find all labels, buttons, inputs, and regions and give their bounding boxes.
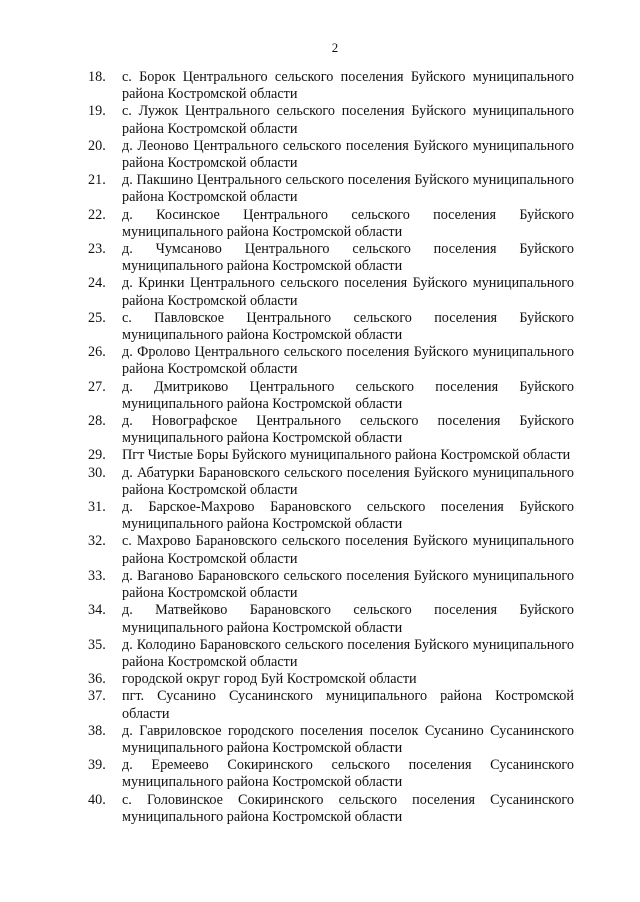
- settlement-list: [88, 69, 574, 826]
- item-number: 33.: [88, 567, 106, 584]
- list-item: [88, 207, 574, 241]
- item-text: д. Матвейково Барановского сельского поселения Буйского муниципального района Костромской области: [122, 602, 574, 636]
- item-number: 18.: [88, 69, 106, 85]
- list-item: [88, 499, 574, 533]
- item-text: д. Косинское Центрального сельского поселения Буйского муниципального района Костромской области: [122, 206, 574, 240]
- item-text: д. Пакшино Центрального сельского поселения Буйского муниципального района Костромской области: [122, 172, 574, 206]
- item-number: 29.: [88, 447, 106, 464]
- item-number: 19.: [88, 103, 106, 120]
- item-number: 27.: [88, 378, 106, 395]
- list-item: [88, 757, 574, 791]
- item-number: 23.: [88, 241, 106, 258]
- item-text: с. Лужок Центрального сельского поселения Буйского муниципального района Костромской области: [122, 103, 574, 137]
- item-text: с. Головинское Сокиринского сельского поселения Сусанинского муниципального района Костромской области: [122, 791, 574, 825]
- item-text: д. Еремеево Сокиринского сельского поселения Сусанинского муниципального района Костромской области: [122, 757, 574, 791]
- list-item: [88, 138, 574, 172]
- item-number: 20.: [88, 137, 106, 154]
- list-item: [88, 103, 574, 137]
- list-item: [88, 671, 574, 688]
- item-number: 36.: [88, 671, 106, 688]
- list-item: [88, 379, 574, 413]
- list-item: [88, 792, 574, 826]
- page-number: 2: [331, 40, 339, 55]
- list-item: [88, 344, 574, 378]
- item-text: д. Фролово Центрального сельского поселения Буйского муниципального района Костромской области: [122, 344, 574, 378]
- item-text: с. Павловское Центрального сельского поселения Буйского муниципального района Костромской области: [122, 309, 574, 344]
- list-item: [88, 533, 574, 567]
- list-item: [88, 602, 574, 636]
- list-item: [88, 723, 574, 757]
- item-number: 32.: [88, 533, 106, 550]
- item-text: с. Борок Центрального сельского поселения Буйского муниципального района Костромской области: [122, 69, 574, 103]
- item-text: д. Леоново Центрального сельского поселения Буйского муниципального района Костромской области: [122, 137, 574, 172]
- item-number: 40.: [88, 791, 106, 808]
- list-item: [88, 688, 574, 722]
- list-item: [88, 413, 574, 447]
- item-number: 24.: [88, 275, 106, 292]
- item-text: д. Чумсаново Центрального сельского поселения Буйского муниципального района Костромской области: [122, 241, 574, 275]
- list-item: [88, 465, 574, 499]
- list-item: [88, 275, 574, 309]
- item-number: 28.: [88, 413, 106, 430]
- list-item: [88, 637, 574, 671]
- item-number: 31.: [88, 499, 106, 516]
- list-item: [88, 241, 574, 275]
- item-text: с. Махрово Барановского сельского поселения Буйского муниципального района Костромской области: [122, 533, 574, 567]
- list-item: [88, 447, 574, 464]
- item-number: 21.: [88, 172, 106, 189]
- item-text: д. Новографское Центрального сельского поселения Буйского муниципального района Костромской области: [122, 413, 574, 447]
- item-text: д. Кринки Центрального сельского поселения Буйского муниципального района Костромской области: [122, 275, 574, 309]
- item-number: 30.: [88, 464, 106, 481]
- list-item: [88, 310, 574, 344]
- item-text: д. Гавриловское городского поселения поселок Сусанино Сусанинского муниципального района Костромской области: [122, 722, 574, 756]
- item-number: 26.: [88, 344, 106, 361]
- item-text: д. Колодино Барановского сельского поселения Буйского муниципального района Костромской области: [122, 636, 574, 670]
- item-text: пгт. Сусанино Сусанинского муниципального района Костромской области: [122, 688, 574, 722]
- item-number: 37.: [88, 688, 106, 705]
- item-text: Пгт Чистые Боры Буйского муниципального района Костромской области: [122, 447, 571, 464]
- item-number: 22.: [88, 206, 106, 223]
- item-text: д. Дмитриково Центрального сельского поселения Буйского муниципального района Костромской области: [122, 378, 574, 412]
- item-number: 25.: [88, 309, 106, 326]
- item-text: городской округ город Буй Костромской области: [122, 671, 417, 688]
- list-item: [88, 69, 574, 103]
- list-item: [88, 568, 574, 602]
- list-item: [88, 172, 574, 206]
- item-text: д. Барское-Махрово Барановского сельского поселения Буйского муниципального района Костромской области: [122, 499, 574, 533]
- item-number: 38.: [88, 722, 106, 739]
- item-text: д. Абатурки Барановского сельского поселения Буйского муниципального района Костромской области: [122, 464, 574, 498]
- item-number: 39.: [88, 757, 106, 774]
- item-text: д. Ваганово Барановского сельского поселения Буйского муниципального района Костромской области: [122, 567, 574, 602]
- item-number: 34.: [88, 602, 106, 619]
- item-number: 35.: [88, 636, 106, 653]
